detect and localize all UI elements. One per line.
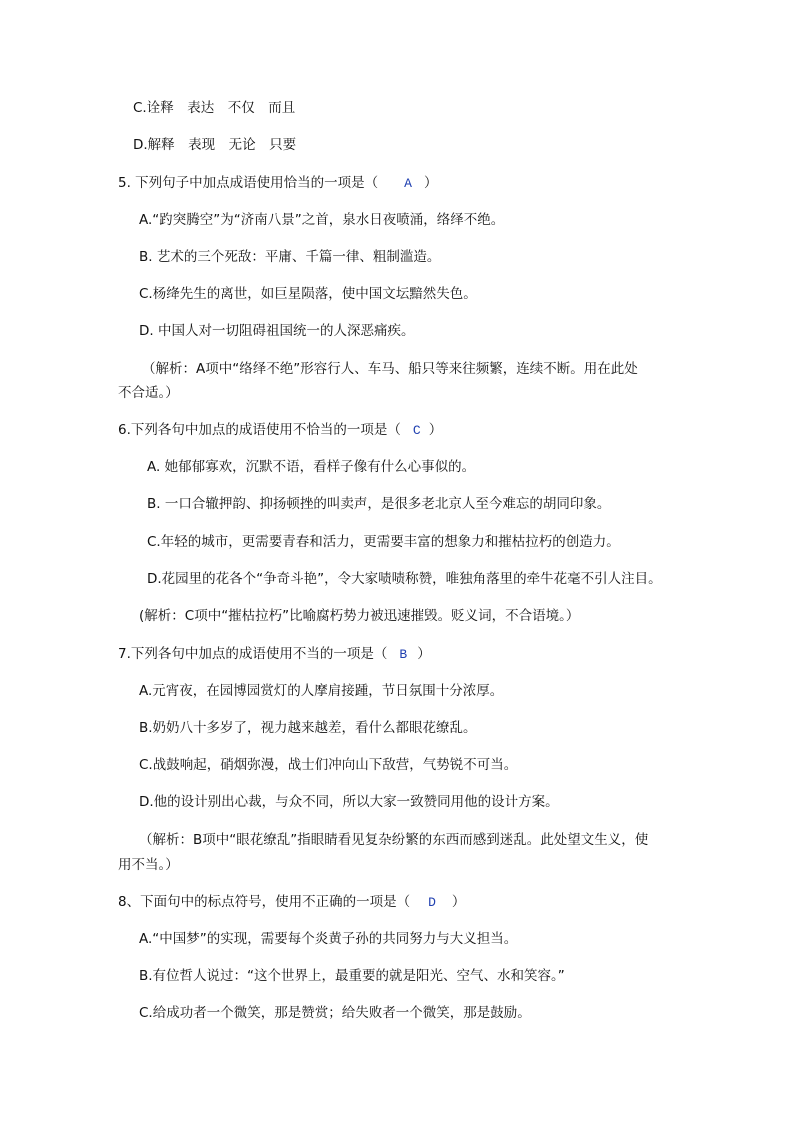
question-7-analysis-line1: （解析：B项中“眼花缭乱”指眼睛看见复杂纷繁的东西而感到迷乱。此处望文生义，使 [139,832,649,848]
question-8-stem [118,893,465,912]
question-8-stem-close: ） [451,894,466,910]
question-8-stem-text: 8、下面句中的标点符号，使用不正确的一项是（ [118,894,411,910]
question-7-answer: B [399,647,408,662]
question-6-stem [118,421,442,440]
question-6-option-d: D.花园里的花各个“争奇斗艳”，令大家啧啧称赞，唯独角落里的牵牛花毫不引人注目。 [147,571,662,587]
question-7-option-a: A.元宵夜，在园博园赏灯的人摩肩接踵，节日氛围十分浓厚。 [139,683,504,699]
question-5-option-d: D. 中国人对一切阻碍祖国统一的人深恶痛疾。 [139,323,415,339]
question-5-stem-close: ） [423,175,438,191]
question-6-stem-close: ） [428,422,443,438]
question-5-stem [118,174,437,193]
option-d-prev: D.解释 表现 无论 只要 [133,137,297,153]
question-5-answer: A [404,176,412,191]
question-6-answer: C [412,423,421,438]
option-c-prev: C.诠释 表达 不仅 而且 [133,100,296,116]
question-7-stem [118,645,431,664]
question-7-option-b: B.奶奶八十多岁了，视力越来越差，看什么都眼花缭乱。 [139,720,477,736]
question-8-option-c: C.给成功者一个微笑，那是赞赏；给失败者一个微笑，那是鼓励。 [139,1005,531,1021]
question-7-analysis-line2: 用不当。） [118,857,179,873]
question-5-option-c: C.杨绛先生的离世，如巨星陨落，使中国文坛黯然失色。 [139,286,477,302]
question-8-option-b: B.有位哲人说过：“这个世界上，最重要的就是阳光、空气、水和笑容。” [139,968,565,984]
question-6-stem-text: 6.下列各句中加点的成语使用不恰当的一项是（ [118,422,401,438]
question-5-option-a: A.“趵突腾空”为“济南八景”之首，泉水日夜喷涌，络绎不绝。 [139,212,505,228]
question-6-analysis-line1: (解析：C项中“摧枯拉朽”比喻腐朽势力被迅速摧毁。贬义词，不合语境。） [139,608,580,624]
question-7-stem-text: 7.下列各句中加点的成语使用不当的一项是（ [118,646,388,662]
question-6-option-b: B. 一口合辙押韵、抑扬顿挫的叫卖声，是很多老北京人至今难忘的胡同印象。 [147,496,611,512]
question-5-analysis-line1: （解析：A项中“络绎不绝”形容行人、车马、船只等来往频繁，连续不断。用在此处 [142,361,638,377]
question-8-answer: D [428,895,436,910]
question-5-stem-text: 5. 下列句子中加点成语使用恰当的一项是（ [118,175,379,191]
question-6-option-c: C.年轻的城市，更需要青春和活力，更需要丰富的想象力和摧枯拉朽的创造力。 [147,534,620,550]
question-5-analysis-line2: 不合适。） [118,385,179,401]
question-8-option-a: A.“中国梦”的实现，需要每个炎黄子孙的共同努力与大义担当。 [139,931,518,947]
question-7-option-d: D.他的设计别出心裁，与众不同，所以大家一致赞同用他的设计方案。 [139,794,559,810]
question-7-option-c: C.战鼓响起，硝烟弥漫，战士们冲向山下敌营，气势锐不可当。 [139,757,518,773]
question-5-option-b: B. 艺术的三个死敌：平庸、千篇一律、粗制滥造。 [139,249,441,265]
question-6-option-a: A. 她郁郁寡欢，沉默不语，看样子像有什么心事似的。 [147,459,476,475]
question-7-stem-close: ） [417,646,431,662]
